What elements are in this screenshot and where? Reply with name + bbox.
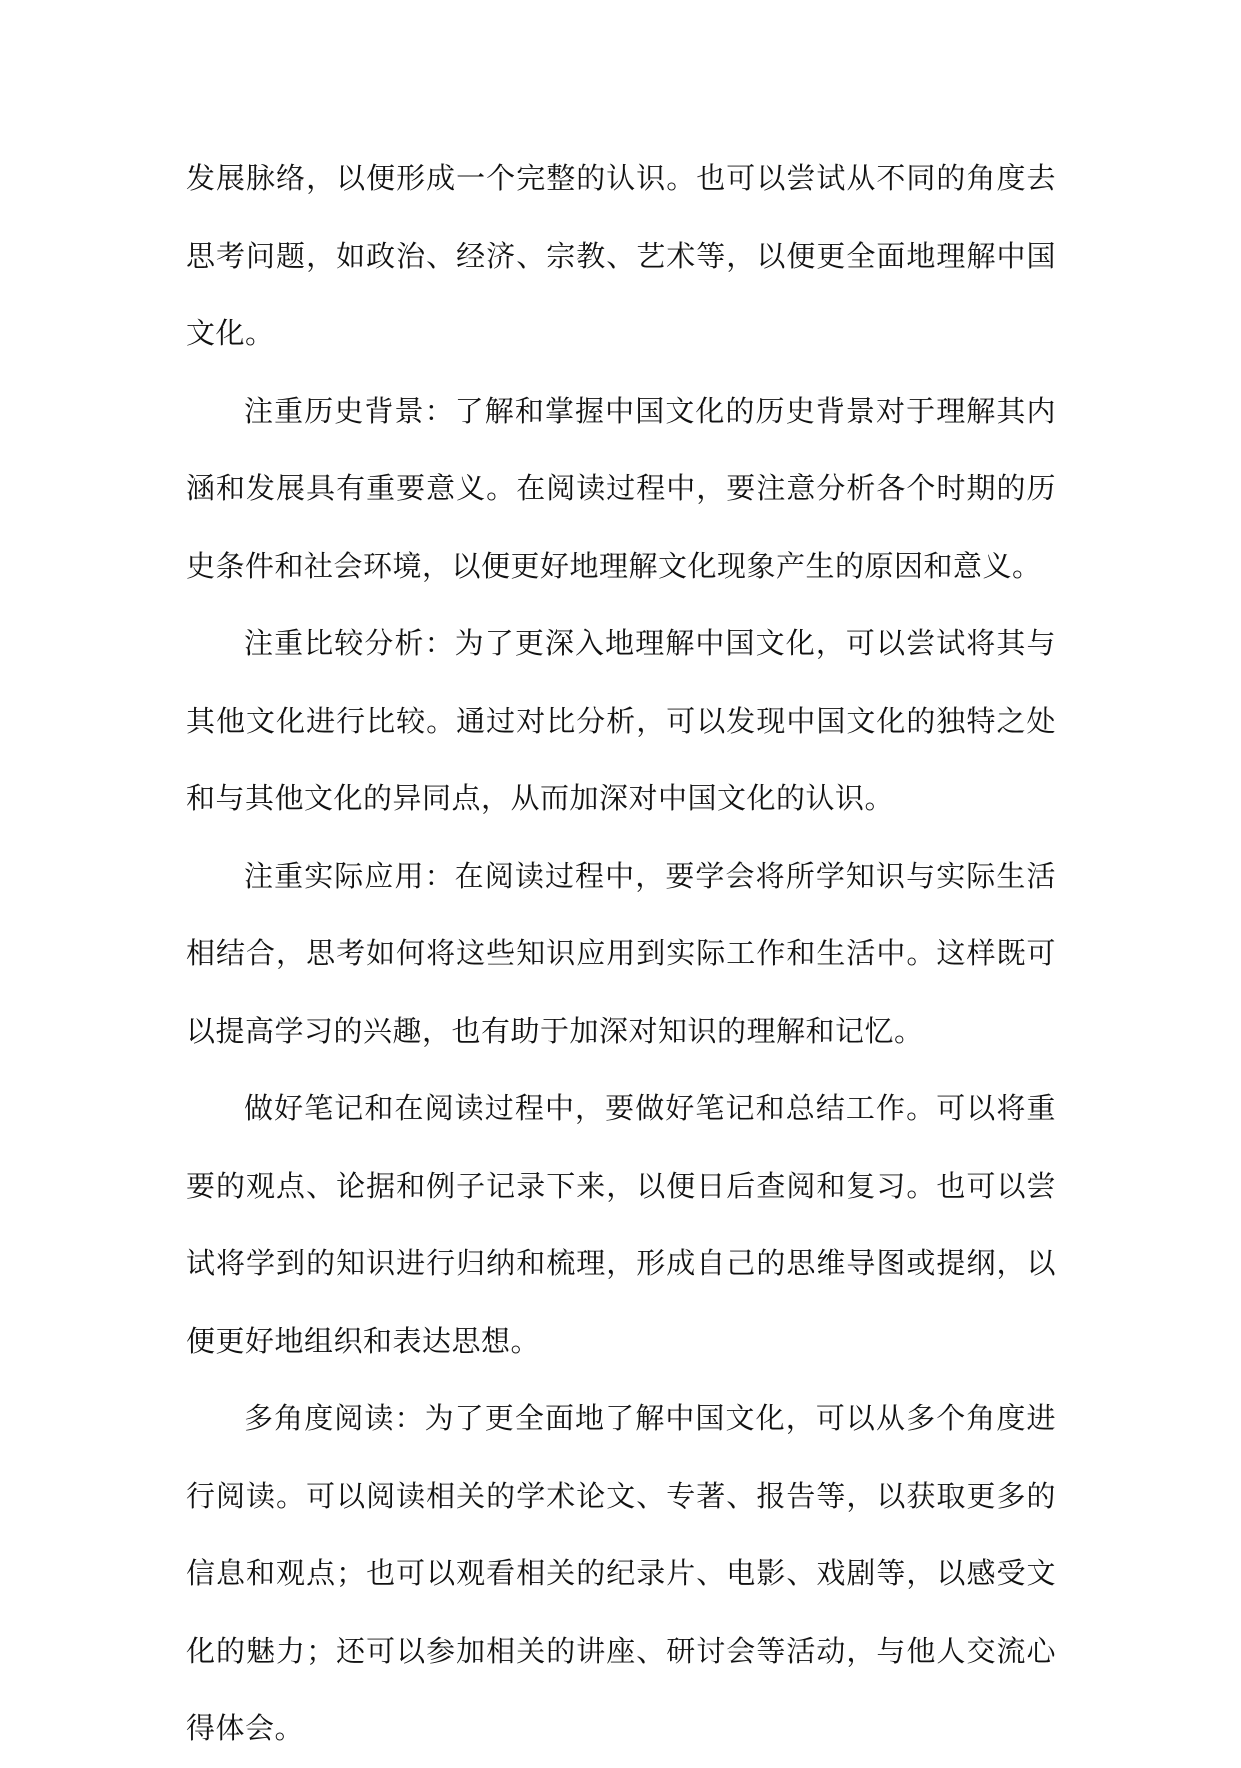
- paragraph-note-taking: 做好笔记和在阅读过程中，要做好笔记和总结工作。可以将重要的观点、论据和例子记录下来，以便日后查阅和复习。也可以尝试将学到的知识进行归纳和梳理，形成自己的思维导图或提纲，以便更好地组织和表达思想。: [186, 1091, 1056, 1358]
- paragraph-comparative-analysis: 注重比较分析：为了更深入地理解中国文化，可以尝试将其与其他文化进行比较。通过对比分析，可以发现中国文化的独特之处和与其他文化的异同点，从而加深对中国文化的认识。: [186, 626, 1056, 815]
- paragraph-practical-application: 注重实际应用：在阅读过程中，要学会将所学知识与实际生活相结合，思考如何将这些知识应用到实际工作和生活中。这样既可以提高学习的兴趣，也有助于加深对知识的理解和记忆。: [186, 858, 1056, 1048]
- paragraph-continued: 发展脉络，以便形成一个完整的认识。也可以尝试从不同的角度去思考问题，如政治、经济、宗教、艺术等，以便更全面地理解中国文化。: [186, 161, 1056, 350]
- document-body: [186, 140, 1056, 1768]
- paragraph-multi-angle-reading: 多角度阅读：为了更全面地了解中国文化，可以从多个角度进行阅读。可以阅读相关的学术论文、专著、报告等，以获取更多的信息和观点；也可以观看相关的纪录片、电影、戏剧等，以感受文化的魅力；还可以参加相关的讲座、研讨会等活动，与他人交流心得体会。: [186, 1401, 1056, 1745]
- paragraph-history-background: 注重历史背景：了解和掌握中国文化的历史背景对于理解其内涵和发展具有重要意义。在阅读过程中，要注意分析各个时期的历史条件和社会环境，以便更好地理解文化现象产生的原因和意义。: [186, 393, 1056, 583]
